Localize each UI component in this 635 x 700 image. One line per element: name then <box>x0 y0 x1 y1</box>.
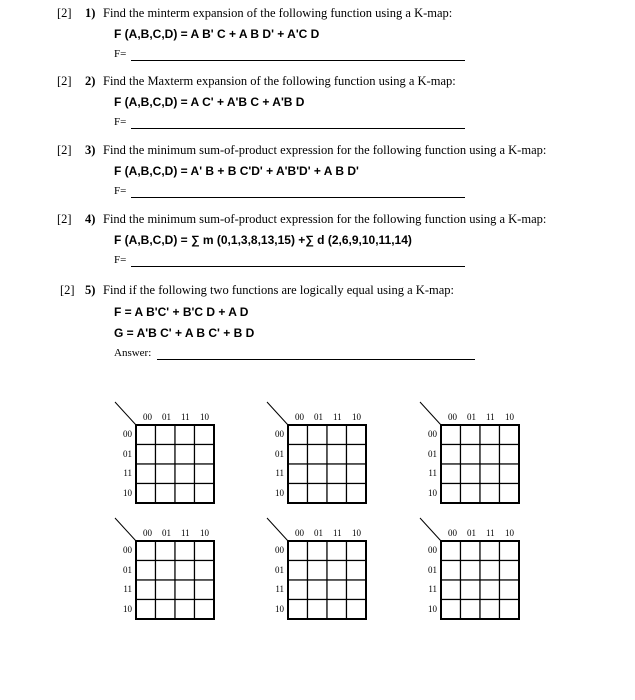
kmap-cell[interactable] <box>288 464 308 484</box>
question-5-answer-label: Answer: <box>114 347 152 359</box>
kmap-cell[interactable] <box>347 445 367 465</box>
kmap-cell[interactable] <box>156 484 176 504</box>
kmap-cell[interactable] <box>461 445 481 465</box>
kmap-cell[interactable] <box>156 561 176 581</box>
kmap-row-header: 11 <box>275 584 284 594</box>
kmap-cell[interactable] <box>441 464 461 484</box>
question-3-function: F (A,B,C,D) = A' B + B C'D' + A'B'D' + A B D' <box>114 164 359 178</box>
kmap-corner-diagonal <box>115 402 136 425</box>
kmap-cell[interactable] <box>480 580 500 600</box>
kmap-cell[interactable] <box>441 425 461 445</box>
kmap-cell[interactable] <box>136 600 156 620</box>
kmap-cell[interactable] <box>461 484 481 504</box>
kmap-cell[interactable] <box>195 600 215 620</box>
kmap-cell[interactable] <box>461 425 481 445</box>
kmap-column-header: 11 <box>181 528 190 538</box>
kmap-cell[interactable] <box>195 561 215 581</box>
question-1-function: F (A,B,C,D) = A B' C + A B D' + A'C D <box>114 27 320 41</box>
kmap-cell[interactable] <box>461 600 481 620</box>
kmap-cell[interactable] <box>347 580 367 600</box>
kmap-column-header: 00 <box>448 412 457 422</box>
kmap-cell[interactable] <box>480 425 500 445</box>
kmap-cell[interactable] <box>288 600 308 620</box>
kmap-cell[interactable] <box>308 445 328 465</box>
kmap-column-header: 10 <box>505 412 514 422</box>
kmap-cell[interactable] <box>308 580 328 600</box>
question-5-number: 5) <box>85 283 96 297</box>
kmap-cell[interactable] <box>136 425 156 445</box>
kmap-6 <box>418 516 528 626</box>
question-2-statement: Find the Maxterm expansion of the following function using a K-map: <box>103 74 456 88</box>
kmap-column-header: 11 <box>333 528 342 538</box>
kmap-cell[interactable] <box>308 425 328 445</box>
kmap-cell[interactable] <box>441 445 461 465</box>
kmap-cell[interactable] <box>308 541 328 561</box>
kmap-cell[interactable] <box>347 541 367 561</box>
question-2-answer-label: F= <box>114 116 127 128</box>
kmap-column-header: 00 <box>143 412 152 422</box>
question-1-answer-line[interactable] <box>131 60 465 61</box>
kmap-row-header: 00 <box>275 429 284 439</box>
question-4-points: [2] <box>57 212 72 226</box>
question-1-points: [2] <box>57 6 72 20</box>
kmap-cell[interactable] <box>327 425 347 445</box>
kmap-cell[interactable] <box>175 425 195 445</box>
question-3-statement: Find the minimum sum-of-product expression for the following function using a K-map: <box>103 143 547 157</box>
kmap-cell[interactable] <box>327 484 347 504</box>
kmap-column-header: 01 <box>314 412 323 422</box>
kmap-cell[interactable] <box>308 561 328 581</box>
kmap-cell[interactable] <box>500 600 520 620</box>
kmap-cell[interactable] <box>441 484 461 504</box>
kmap-column-header: 11 <box>181 412 190 422</box>
kmap-cell[interactable] <box>156 445 176 465</box>
kmap-cell[interactable] <box>500 580 520 600</box>
kmap-cell[interactable] <box>175 464 195 484</box>
kmap-cell[interactable] <box>500 541 520 561</box>
kmap-cell[interactable] <box>308 600 328 620</box>
kmap-cell[interactable] <box>441 541 461 561</box>
question-3-number: 3) <box>85 143 96 157</box>
kmap-row-header: 10 <box>123 487 132 498</box>
kmap-cell[interactable] <box>347 561 367 581</box>
kmap-row-header: 01 <box>275 448 284 459</box>
question-4-number: 4) <box>85 212 96 226</box>
kmap-cell[interactable] <box>156 580 176 600</box>
kmap-cell[interactable] <box>308 464 328 484</box>
kmap-column-header: 10 <box>200 528 209 538</box>
kmap-cell[interactable] <box>175 541 195 561</box>
kmap-row-header: 10 <box>275 603 284 614</box>
kmap-1 <box>113 400 223 510</box>
kmap-cell[interactable] <box>136 445 156 465</box>
kmap-cell[interactable] <box>156 600 176 620</box>
question-1-number: 1) <box>85 6 96 20</box>
kmap-cell[interactable] <box>156 541 176 561</box>
question-1-statement: Find the minterm expansion of the following function using a K-map: <box>103 6 453 20</box>
kmap-row-header: 01 <box>123 564 132 575</box>
kmap-row-header: 00 <box>123 545 132 555</box>
kmap-cell[interactable] <box>500 484 520 504</box>
question-1-answer-label: F= <box>114 48 127 60</box>
kmap-cell[interactable] <box>175 580 195 600</box>
kmap-cell[interactable] <box>195 484 215 504</box>
kmap-cell[interactable] <box>136 580 156 600</box>
question-5-points: [2] <box>60 283 75 297</box>
kmap-row-header: 10 <box>275 487 284 498</box>
kmap-corner-diagonal <box>267 402 288 425</box>
kmap-cell[interactable] <box>461 464 481 484</box>
kmap-row-header: 11 <box>428 468 437 478</box>
kmap-cell[interactable] <box>480 484 500 504</box>
kmap-cell[interactable] <box>480 464 500 484</box>
kmap-cell[interactable] <box>327 464 347 484</box>
kmap-cell[interactable] <box>288 561 308 581</box>
kmap-column-header: 10 <box>200 412 209 422</box>
kmap-cell[interactable] <box>175 561 195 581</box>
kmap-corner-diagonal <box>267 518 288 541</box>
question-5-statement: Find if the following two functions are logically equal using a K-map: <box>103 283 454 297</box>
kmap-cell[interactable] <box>500 425 520 445</box>
question-4-answer-label: F= <box>114 254 127 266</box>
kmap-column-header: 11 <box>486 412 495 422</box>
kmap-cell[interactable] <box>327 541 347 561</box>
kmap-cell[interactable] <box>288 445 308 465</box>
kmap-row-header: 01 <box>428 564 437 575</box>
kmap-cell[interactable] <box>175 600 195 620</box>
kmap-cell[interactable] <box>500 445 520 465</box>
kmap-cell[interactable] <box>195 445 215 465</box>
kmap-cell[interactable] <box>195 541 215 561</box>
kmap-column-header: 01 <box>162 412 171 422</box>
kmap-cell[interactable] <box>195 425 215 445</box>
kmap-row-header: 10 <box>428 603 437 614</box>
kmap-row-header: 11 <box>123 468 132 478</box>
kmap-corner-diagonal <box>420 402 441 425</box>
kmap-column-header: 00 <box>295 412 304 422</box>
kmap-row-header: 00 <box>428 545 437 555</box>
kmap-cell[interactable] <box>175 445 195 465</box>
kmap-row-header: 11 <box>123 584 132 594</box>
kmap-cell[interactable] <box>480 445 500 465</box>
kmap-cell[interactable] <box>308 484 328 504</box>
kmap-cell[interactable] <box>327 561 347 581</box>
kmap-cell[interactable] <box>156 425 176 445</box>
kmap-cell[interactable] <box>441 580 461 600</box>
kmap-column-header: 10 <box>352 412 361 422</box>
question-2-function: F (A,B,C,D) = A C' + A'B C + A'B D <box>114 95 305 109</box>
kmap-cell[interactable] <box>480 541 500 561</box>
kmap-cell[interactable] <box>441 600 461 620</box>
kmap-row-header: 11 <box>428 584 437 594</box>
kmap-cell[interactable] <box>327 445 347 465</box>
kmap-column-header: 01 <box>162 528 171 538</box>
kmap-2 <box>265 400 375 510</box>
kmap-row-header: 10 <box>123 603 132 614</box>
kmap-cell[interactable] <box>327 580 347 600</box>
kmap-column-header: 11 <box>333 412 342 422</box>
kmap-cell[interactable] <box>156 464 176 484</box>
kmap-cell[interactable] <box>288 484 308 504</box>
kmap-column-header: 00 <box>143 528 152 538</box>
kmap-column-header: 00 <box>448 528 457 538</box>
kmap-3 <box>418 400 528 510</box>
kmap-column-header: 10 <box>505 528 514 538</box>
kmap-cell[interactable] <box>500 561 520 581</box>
kmap-row-header: 00 <box>428 429 437 439</box>
question-5-answer-line[interactable] <box>157 359 475 360</box>
kmap-cell[interactable] <box>288 425 308 445</box>
kmap-corner-diagonal <box>420 518 441 541</box>
kmap-row-header: 00 <box>275 545 284 555</box>
kmap-cell[interactable] <box>461 561 481 581</box>
question-2-number: 2) <box>85 74 96 88</box>
kmap-5 <box>265 516 375 626</box>
kmap-row-header: 10 <box>428 487 437 498</box>
kmap-4 <box>113 516 223 626</box>
kmap-cell[interactable] <box>480 561 500 581</box>
kmap-cell[interactable] <box>288 580 308 600</box>
kmap-row-header: 01 <box>275 564 284 575</box>
kmap-cell[interactable] <box>461 580 481 600</box>
kmap-column-header: 11 <box>486 528 495 538</box>
kmap-cell[interactable] <box>195 580 215 600</box>
question-5-function-g: G = A'B C' + A B C' + B D <box>114 326 255 340</box>
question-2-points: [2] <box>57 74 72 88</box>
question-3-answer-line[interactable] <box>131 197 465 198</box>
kmap-column-header: 00 <box>295 528 304 538</box>
kmap-row-header: 01 <box>123 448 132 459</box>
kmap-cell[interactable] <box>347 600 367 620</box>
kmap-cell[interactable] <box>347 464 367 484</box>
question-5-function-f: F = A B'C' + B'C D + A D <box>114 305 249 319</box>
kmap-column-header: 10 <box>352 528 361 538</box>
kmap-cell[interactable] <box>347 425 367 445</box>
kmap-row-header: 00 <box>123 429 132 439</box>
kmap-column-header: 01 <box>314 528 323 538</box>
kmap-cell[interactable] <box>136 561 156 581</box>
kmap-cell[interactable] <box>327 600 347 620</box>
question-3-answer-label: F= <box>114 185 127 197</box>
question-2-answer-line[interactable] <box>131 128 465 129</box>
kmap-cell[interactable] <box>480 600 500 620</box>
kmap-cell[interactable] <box>195 464 215 484</box>
kmap-corner-diagonal <box>115 518 136 541</box>
kmap-cell[interactable] <box>136 541 156 561</box>
kmap-column-header: 01 <box>467 528 476 538</box>
kmap-cell[interactable] <box>500 464 520 484</box>
question-4-statement: Find the minimum sum-of-product expression for the following function using a K-map: <box>103 212 547 226</box>
kmap-column-header: 01 <box>467 412 476 422</box>
kmap-cell[interactable] <box>441 561 461 581</box>
kmap-cell[interactable] <box>347 484 367 504</box>
kmap-cell[interactable] <box>461 541 481 561</box>
question-4-function: F (A,B,C,D) = ∑ m (0,1,3,8,13,15) +∑ d (2,6,9,10,11,14) <box>114 233 412 247</box>
kmap-cell[interactable] <box>136 464 156 484</box>
kmap-row-header: 01 <box>428 448 437 459</box>
question-3-points: [2] <box>57 143 72 157</box>
kmap-row-header: 11 <box>275 468 284 478</box>
kmap-cell[interactable] <box>288 541 308 561</box>
kmap-cell[interactable] <box>175 484 195 504</box>
question-4-answer-line[interactable] <box>131 266 465 267</box>
kmap-cell[interactable] <box>136 484 156 504</box>
